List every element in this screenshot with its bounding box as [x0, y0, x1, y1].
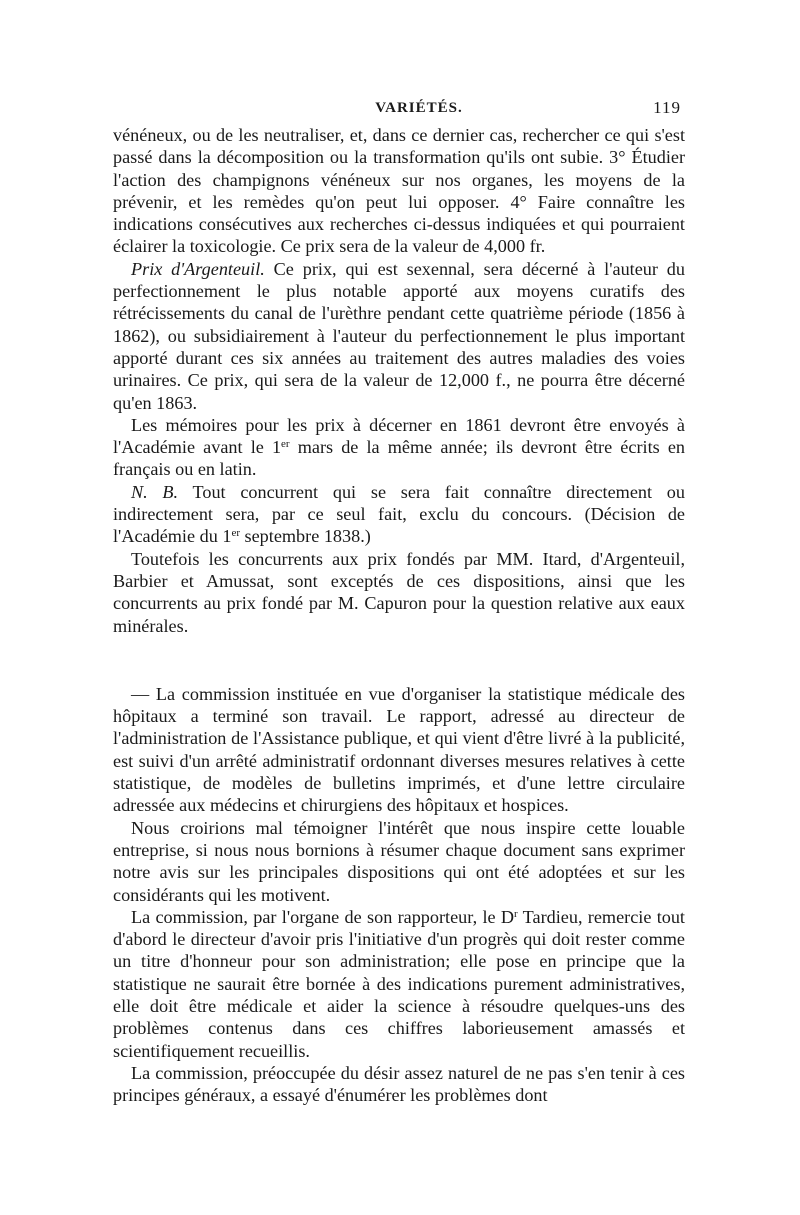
running-head: [113, 96, 685, 124]
section-gap: [113, 637, 685, 683]
paragraph-memoires-deadline: [113, 414, 685, 481]
paragraph-commission-statistique: — La commission instituée en vue d'organiser la statistique médicale des hôpitaux a terminé son travail. Le rapport, adressé au directeur de l'administration de l'Assistance publique, et qui vient d'être livré à la publicité, est suivi d'un arrêté administratif ordonnant diverses mesures relatives à cette statistique, de modèles de bulletins imprimés, et d'une lettre circulaire adressée aux médecins et chirurgiens des hôpitaux et hospices.: [113, 683, 685, 816]
page-number: 119: [653, 98, 681, 117]
paragraph-nota-bene: [113, 481, 685, 548]
rapporteur-text-start: La commission, par l'organe de son rapporteur, le D: [131, 906, 515, 927]
prize-name-label: Prix d'Argenteuil.: [131, 258, 265, 279]
title-superscript: r: [514, 907, 518, 920]
book-page: [113, 96, 685, 1106]
deadline-text-start: Les mémoires pour les prix à décerner en 1861 devront être envoyés à l'Académie avant le 1: [113, 414, 685, 458]
nota-bene-text-end: septembre 1838.): [239, 526, 371, 547]
ordinal-superscript: er: [231, 527, 240, 540]
deadline-text-end: mars de la même année; ils devront être écrits en français ou en latin.: [113, 437, 685, 480]
running-title: VARIÉTÉS.: [375, 100, 463, 116]
rapporteur-text-end: Tardieu, remercie tout d'abord le directeur d'avoir pris l'initiative d'un progrès qui doit rester comme un titre d'honneur pour son administration; elle pose en principe que la statistique ne saurait être bornée à des indications purement administratives, elle doit être médicale et aider la science à résoudre quelques-uns des problèmes contenus dans ces chiffres laborieusement amassés et scientifiquement recueillis.: [113, 906, 685, 1061]
paragraph-avis: Nous croirions mal témoigner l'intérêt que nous inspire cette louable entreprise, si nous nous bornions à résumer chaque document sans exprimer notre avis sur les principales dispositions qui ont été adoptées et sur les considérants qui les motivent.: [113, 817, 685, 905]
paragraph-exceptions: Toutefois les concurrents aux prix fondés par MM. Itard, d'Argenteuil, Barbier et Amussat, sont exceptés de ces dispositions, ainsi que les concurrents au prix fondé par M. Capuron pour la question relative aux eaux minérales.: [113, 548, 685, 636]
paragraph-rapporteur: [113, 906, 685, 1062]
body-text: [113, 124, 685, 1106]
prize-description: Ce prix, qui est sexennal, sera décerné à l'auteur du perfectionnement le plus notable apporté aux moyens curatifs des rétrécissements du canal de l'urèthre pendant cette quatrième période (1856 à 1862), ou subsidiairement à l'auteur du perfectionnement le plus important apporté durant ces six années au traitement des autres maladies des voies urinaires. Ce prix, qui sera de la valeur de 12,000 f., ne pourra être décerné qu'en 1863.: [113, 258, 685, 413]
paragraph-problemes: La commission, préoccupée du désir assez naturel de ne pas s'en tenir à ces principes généraux, a essayé d'énumérer les problèmes dont: [113, 1062, 685, 1106]
paragraph-prix-argenteuil: [113, 258, 685, 414]
paragraph-continued: vénéneux, ou de les neutraliser, et, dans ce dernier cas, rechercher ce qui s'est passé dans la décomposition ou la transformation qu'ils ont subie. 3° Étudier l'action des champignons vénéneux sur nos organes, les moyens de la prévenir, et les remèdes qu'on peut lui opposer. 4° Faire connaître les indications consécutives aux recherches ci-dessus indiquées et qui pourraient éclairer la toxicologie. Ce prix sera de la valeur de 4,000 fr.: [113, 125, 685, 257]
ordinal-superscript: er: [281, 438, 290, 451]
nota-bene-text-start: Tout concurrent qui se sera fait connaître directement ou indirectement sera, par ce seul fait, exclu du concours. (Décision de l'Académie du 1: [113, 481, 685, 547]
nota-bene-label: N. B.: [131, 481, 179, 502]
